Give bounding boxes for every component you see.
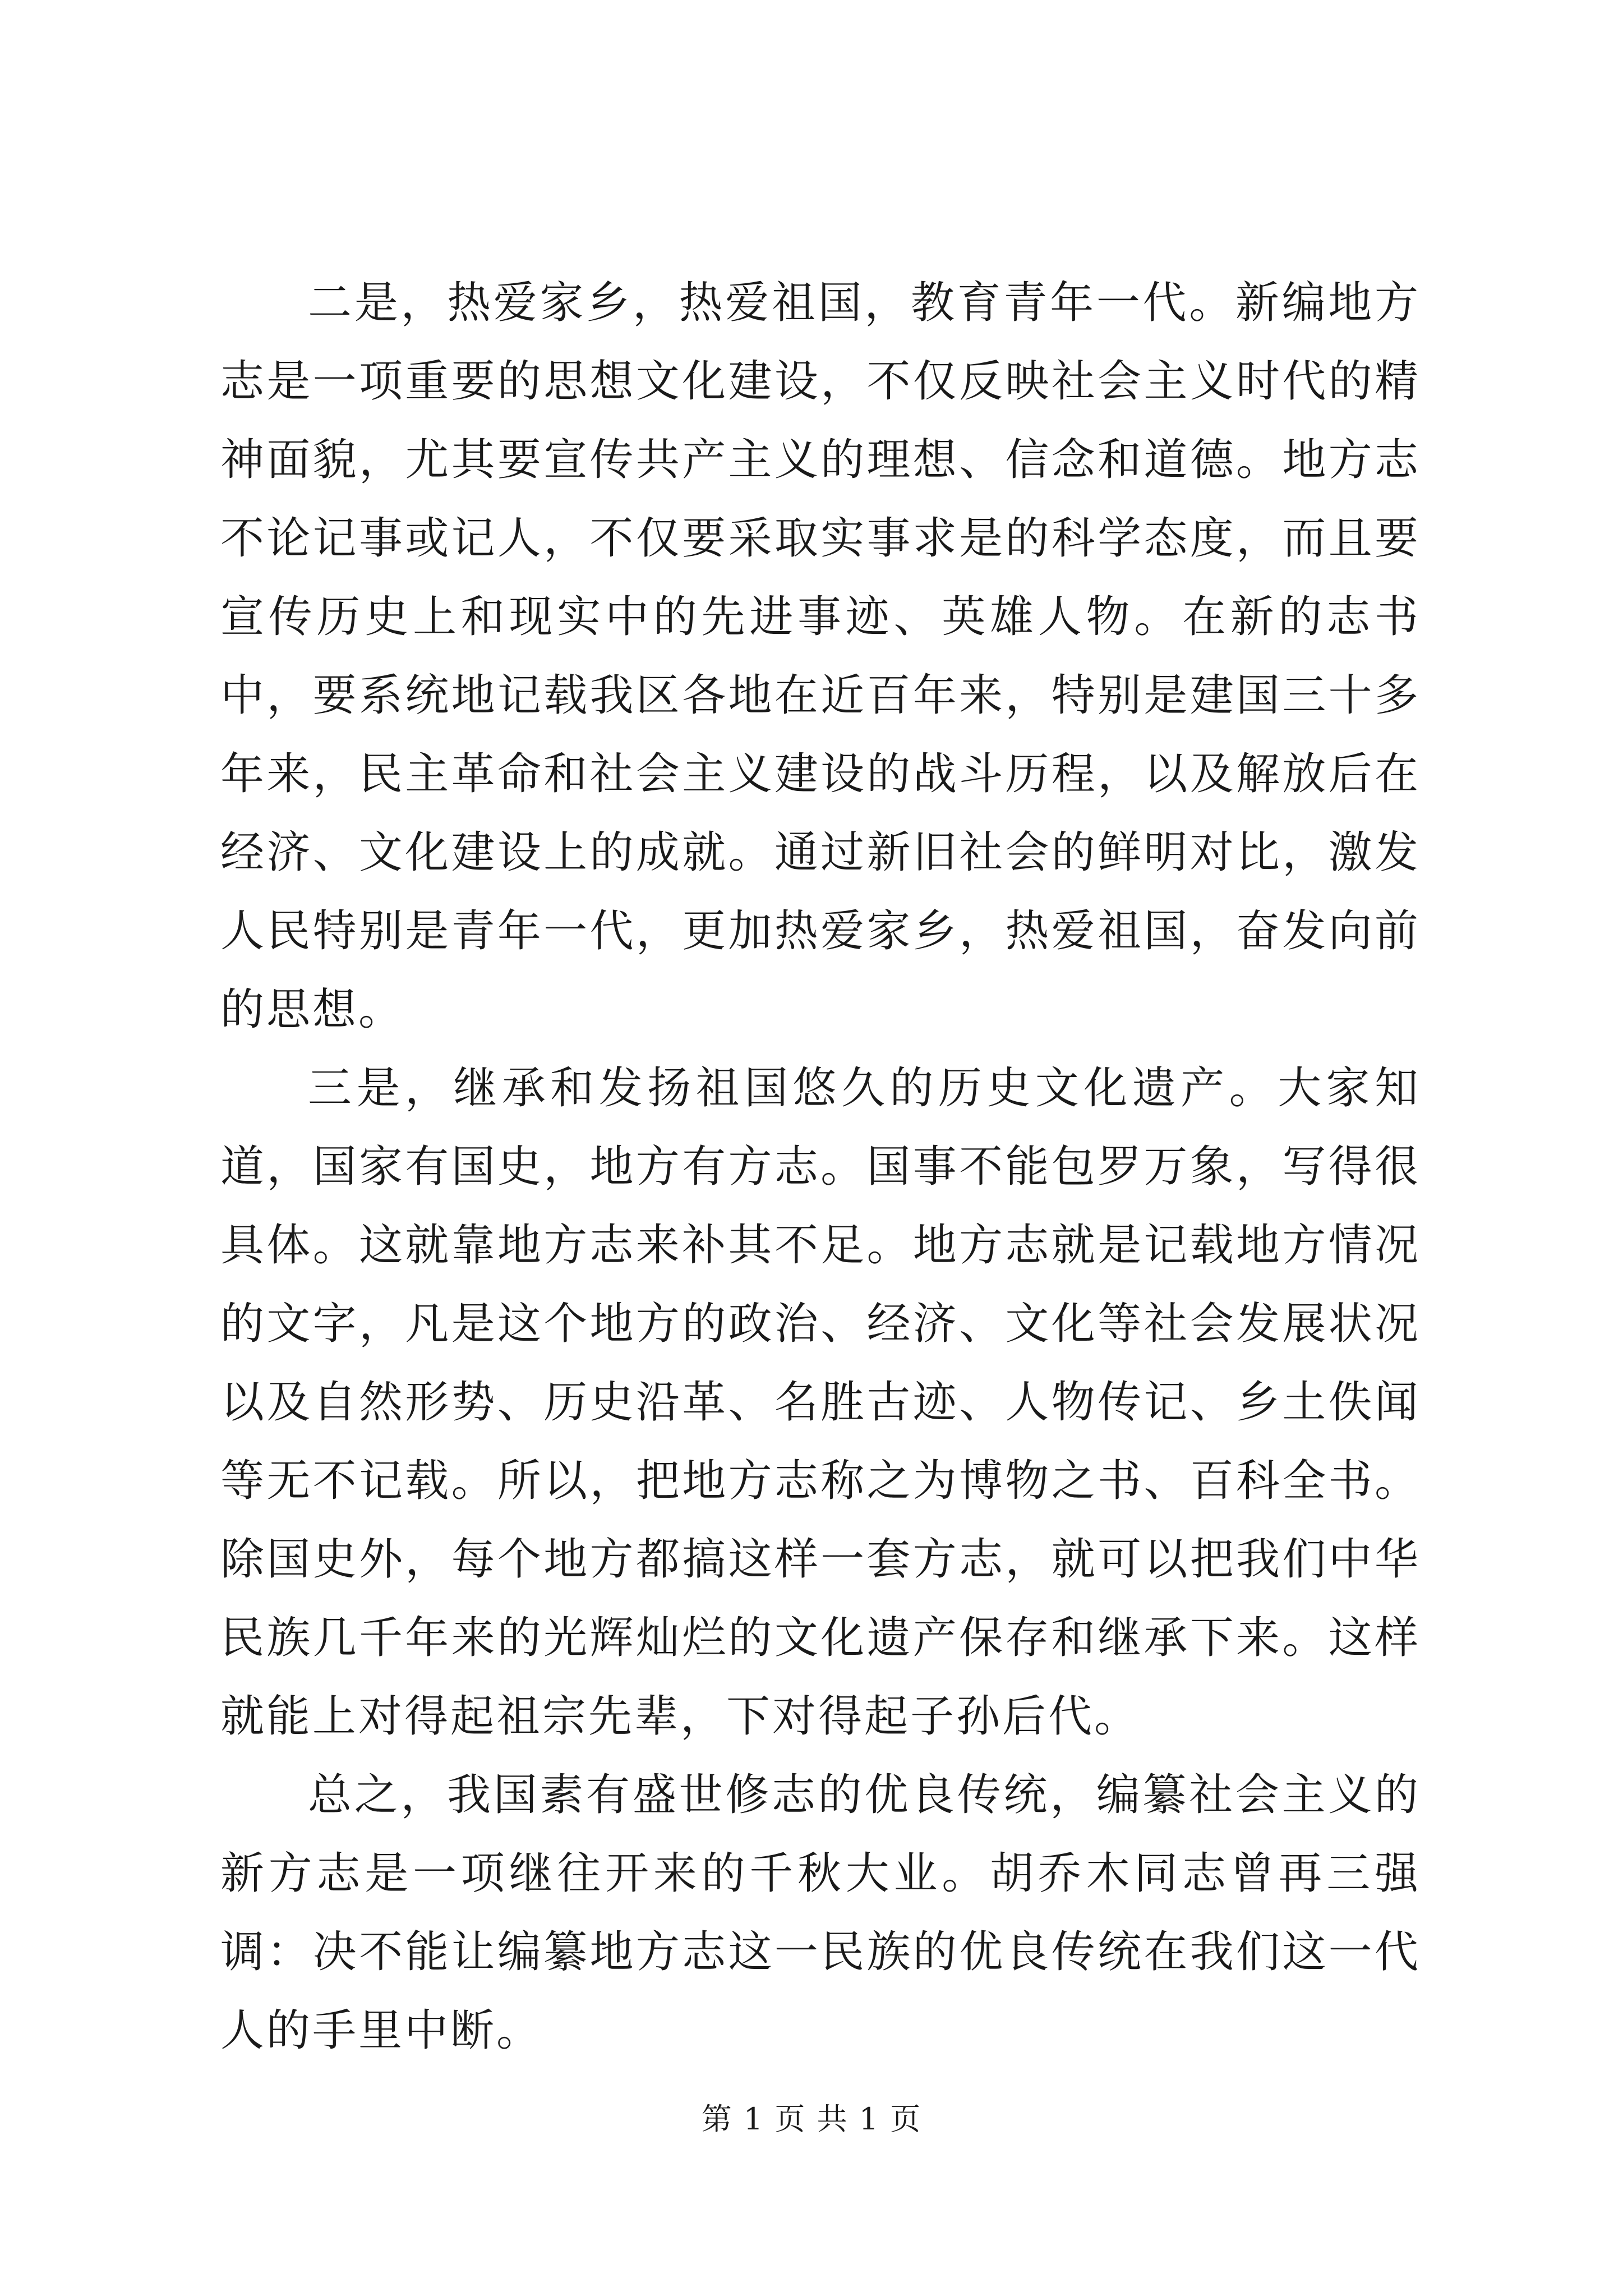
page-footer: 第 1 页 共 1 页: [701, 2101, 922, 2137]
body-text: [220, 264, 1421, 2070]
paragraph-3: 总之，我国素有盛世修志的优良传统，编纂社会主义的新方志是一项继往开来的千秋大业。胡乔木同志曾再三强调：决不能让编纂地方志这一民族的优良传统在我们这一代人的手里中断。: [220, 1770, 1421, 2056]
paragraph-1: 二是，热爱家乡，热爱祖国，教育青年一代。新编地方志是一项重要的思想文化建设，不仅反映社会主义时代的精神面貌，尤其要宣传共产主义的理想、信念和道德。地方志不论记事或记人，不仅要采取实事求是的科学态度，而且要宣传历史上和现实中的先进事迹、英雄人物。在新的志书中，要系统地记载我区各地在近百年来，特别是建国三十多年来，民主革命和社会主义建设的战斗历程，以及解放后在经济、文化建设上的成就。通过新旧社会的鲜明对比，激发人民特别是青年一代，更加热爱家乡，热爱祖国，奋发向前的思想。: [220, 278, 1421, 1035]
paragraph-2: 三是，继承和发扬祖国悠久的历史文化遗产。大家知道，国家有国史，地方有方志。国事不能包罗万象，写得很具体。这就靠地方志来补其不足。地方志就是记载地方情况的文字，凡是这个地方的政治、经济、文化等社会发展状况以及自然形势、历史沿革、名胜古迹、人物传记、乡土佚闻等无不记载。所以，把地方志称之为博物之书、百科全书。除国史外，每个地方都搞这样一套方志，就可以把我们中华民族几千年来的光辉灿烂的文化遗产保存和继承下来。这样就能上对得起祖宗先辈，下对得起子孙后代。: [220, 1063, 1421, 1742]
